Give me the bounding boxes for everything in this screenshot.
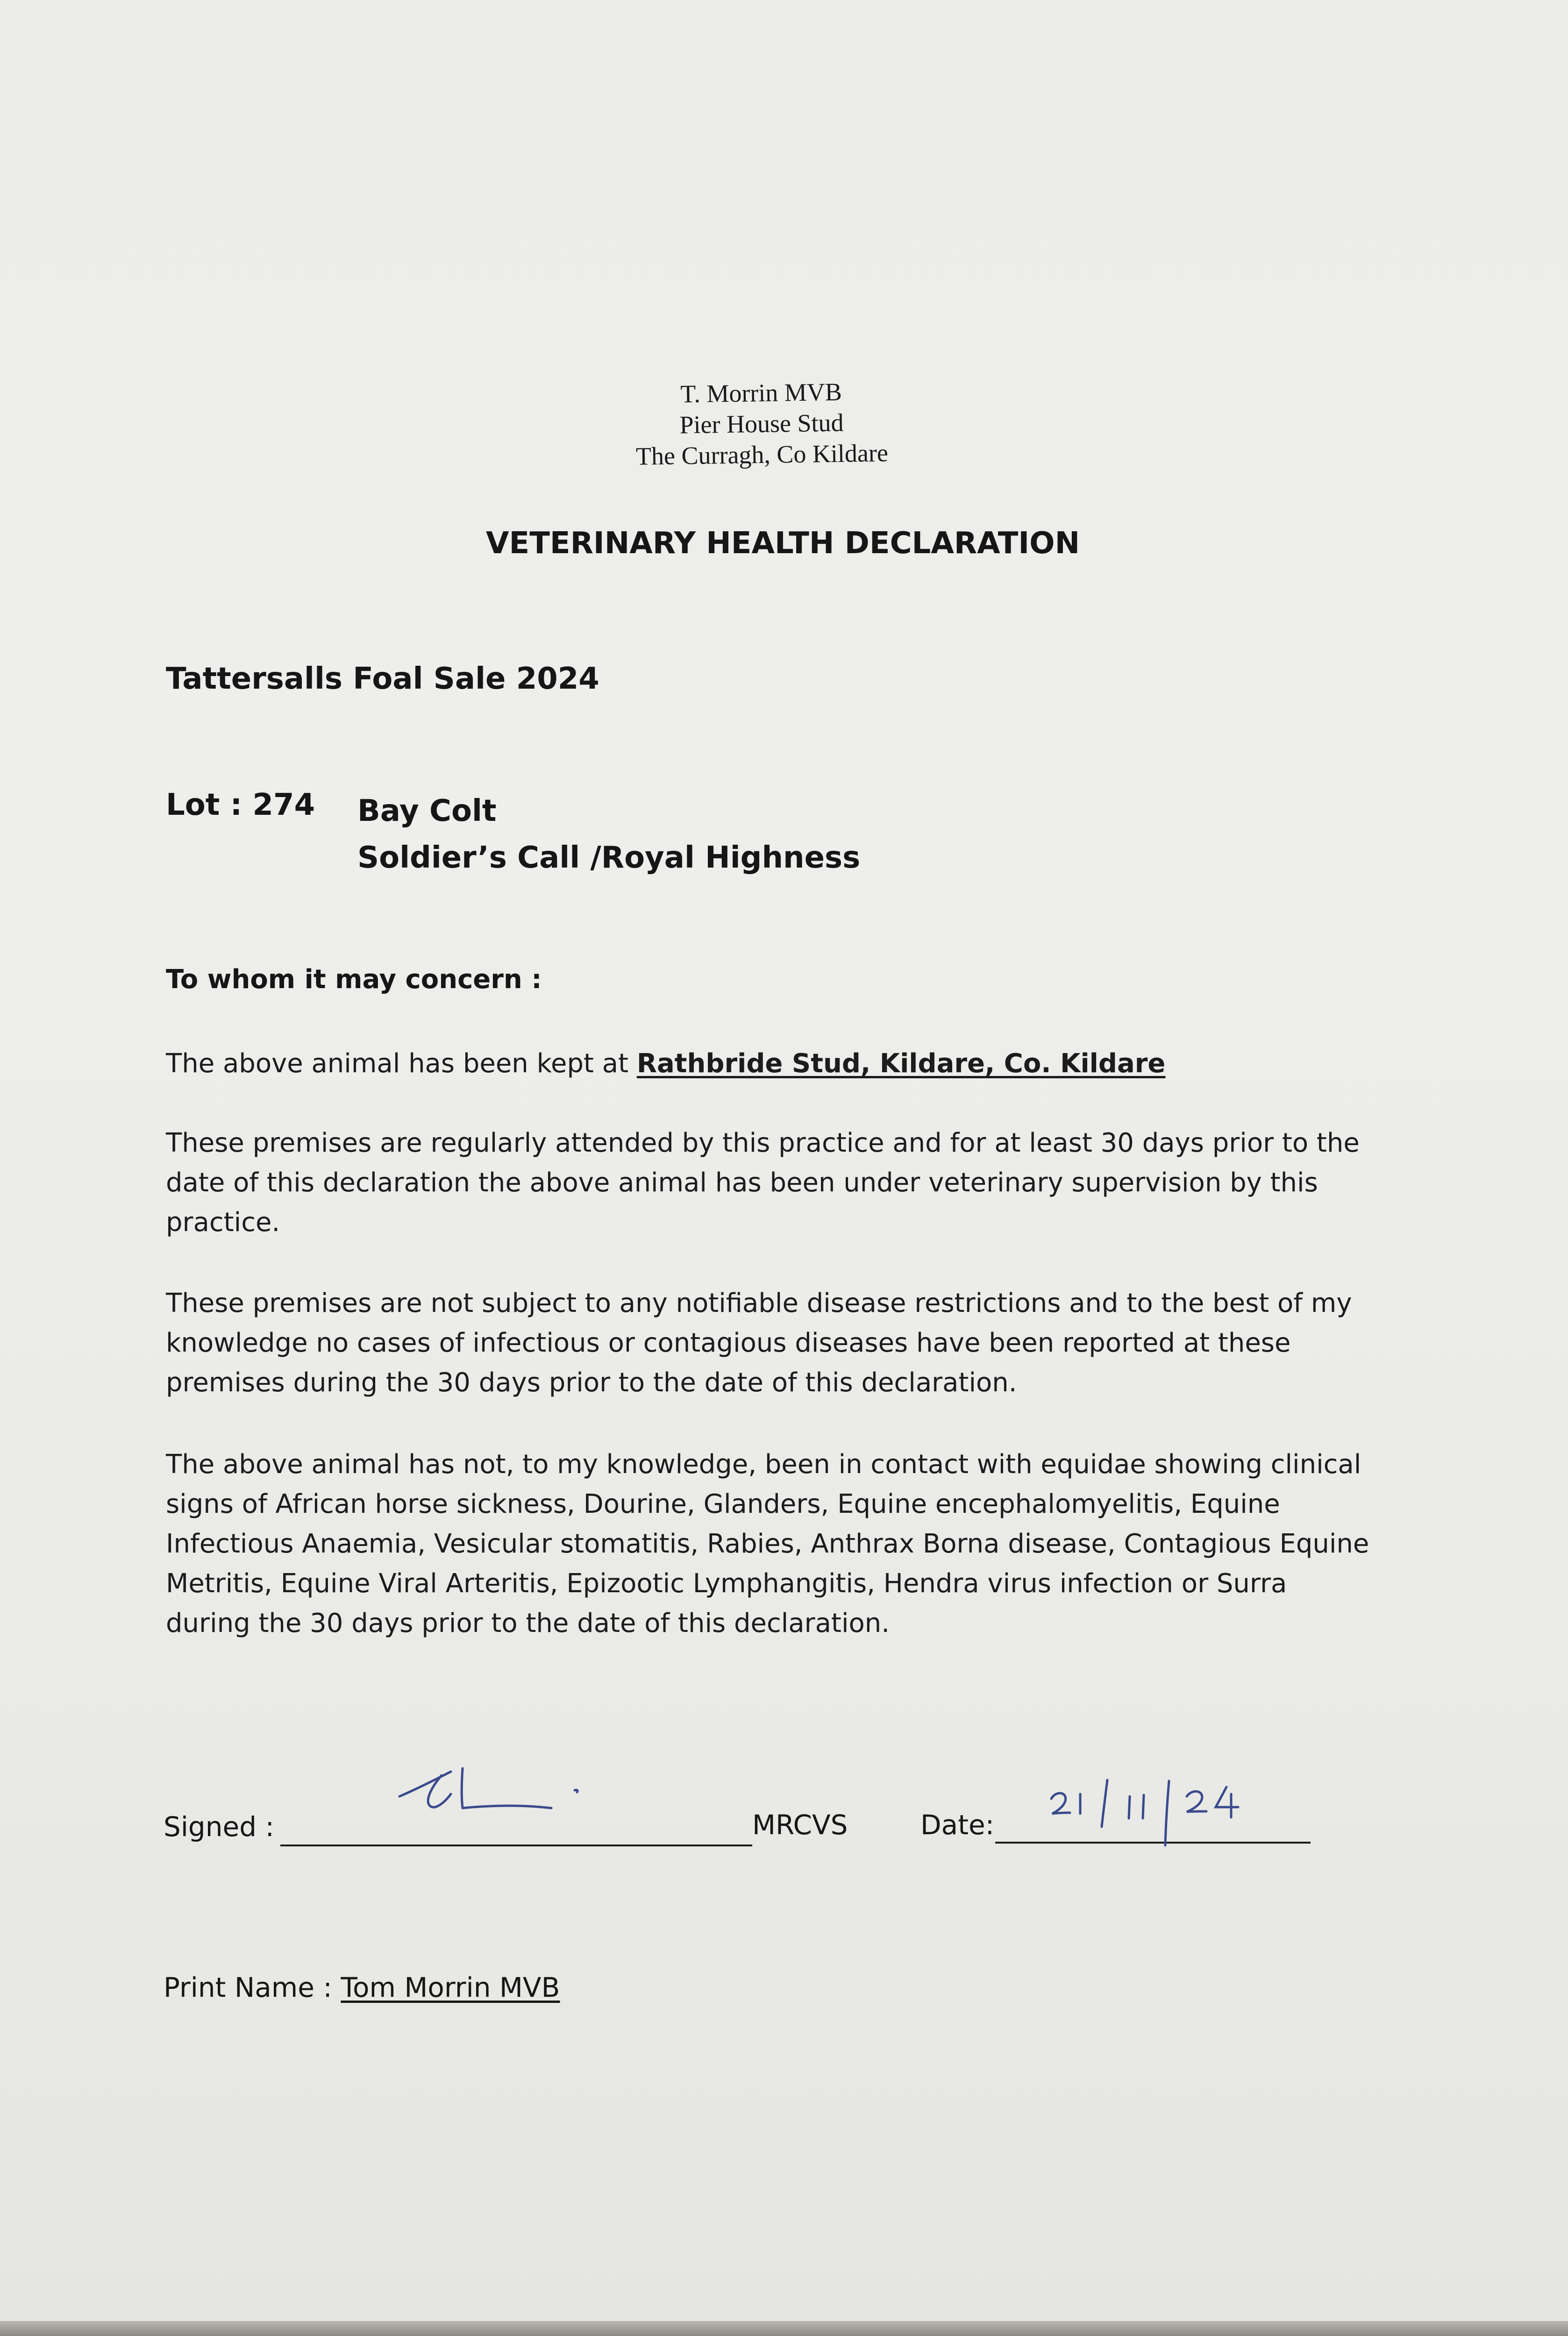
paragraph-line: The above animal has not, to my knowledge, been in contact with equidae showing clinical <box>166 1449 1361 1480</box>
supervision-paragraph <box>166 1123 1381 1242</box>
handwritten-signature <box>397 1761 593 1822</box>
document-title: VETERINARY HEALTH DECLARATION <box>486 526 1080 561</box>
print-name <box>164 1972 560 2003</box>
contact-declaration-paragraph <box>166 1445 1381 1643</box>
paragraph-line: practice. <box>166 1207 280 1238</box>
letterhead <box>513 374 1010 474</box>
premises-name: Rathbride Stud, Kildare, Co. Kildare <box>636 1048 1166 1079</box>
date-label: Date: <box>920 1809 995 1841</box>
paragraph-line: during the 30 days prior to the date of this declaration. <box>166 1608 890 1638</box>
print-name-label: Print Name : <box>164 1972 341 2003</box>
letterhead-address: The Curragh, Co Kildare <box>635 439 889 470</box>
surface-edge <box>0 2321 1568 2336</box>
premises-paragraph <box>166 1044 1381 1083</box>
sale-name: Tattersalls Foal Sale 2024 <box>166 662 599 696</box>
signed-label: Signed : <box>164 1811 274 1843</box>
premises-prefix: The above animal has been kept at <box>166 1048 637 1079</box>
salutation: To whom it may concern : <box>166 964 542 995</box>
paragraph-line: These premises are regularly attended by this practice and for at least 30 days prior to the <box>166 1128 1360 1158</box>
lot-description: Bay Colt <box>357 794 497 828</box>
letterhead-stud: Pier House Stud <box>679 408 844 439</box>
lot-details <box>357 788 860 881</box>
mrcvs-label: MRCVS <box>752 1809 848 1841</box>
paragraph-line: premises during the 30 days prior to the date of this declaration. <box>166 1367 1017 1398</box>
letterhead-name: T. Morrin MVB <box>680 377 842 408</box>
signature-line <box>280 1845 752 1846</box>
paragraph-line: These premises are not subject to any notifiable disease restrictions and to the best of my <box>166 1288 1352 1318</box>
paragraph-line: date of this declaration the above animal has been under veterinary supervision by this <box>166 1168 1318 1198</box>
print-name-value: Tom Morrin MVB <box>341 1972 560 2003</box>
disease-restrictions-paragraph <box>166 1283 1381 1403</box>
paragraph-line: Infectious Anaemia, Vesicular stomatitis, Rabies, Anthrax Borna disease, Contagious Equine <box>166 1529 1369 1559</box>
lot-number: Lot : 274 <box>166 788 315 822</box>
paragraph-line: signs of African horse sickness, Dourine, Glanders, Equine encephalomyelitis, Equine <box>166 1489 1280 1519</box>
paragraph-line: Metritis, Equine Viral Arteritis, Epizootic Lymphangitis, Hendra virus infection or Surra <box>166 1568 1287 1599</box>
handwritten-date <box>1047 1775 1280 1850</box>
lot-pedigree: Soldier’s Call /Royal Highness <box>357 840 861 875</box>
paragraph-line: knowledge no cases of infectious or contagious diseases have been reported at these <box>166 1328 1291 1358</box>
